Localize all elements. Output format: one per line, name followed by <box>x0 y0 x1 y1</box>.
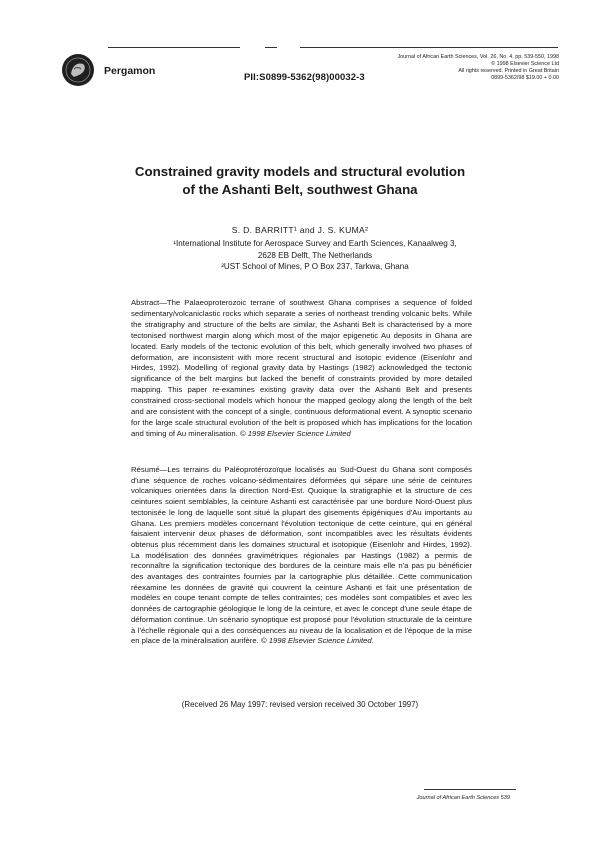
affiliations <box>150 238 480 273</box>
footer-rule <box>424 789 516 790</box>
journal-copyright: © 1998 Elsevier Science Ltd <box>491 61 559 67</box>
abstract: Abstract—The Palaeoproterozoic terrane of southwest Ghana comprises a sequence of folded sedimentary/volcaniclastic rocks which separate a series of northeast trending volcanic belts. While the stratigraphy and structure of the belts are similar, the Ashanti Belt is characterised by a more tectonised northwest margin along which most of the major epigenetic Au deposits in Ghana are located. Early models of the tectonic evolution of this belt, which generally involved two phases of deformation, are inconsistent with more recent structural and isotopic evidence (Eisenlohr and Hirdes, 1992). Modelling of regional gravity data by Hastings (1982) acknowledged the tectonic significance of the belt margins but lacked the benefit of constraints provided by more detailed mapping. This paper re-examines existing gravity data over the Ashanti Belt and presents constrained cross-sectional models which honour the mapped geology along the length of the belt and are consistent with the concept of a single, continuous deformational event. A synoptic scenario for the large scale structural evolution of the belt is proposed which has implications for the location and timing of Au mineralisation. © 1998 Elsevier Science Limited <box>131 298 472 438</box>
title-line: Constrained gravity models and structural evolution <box>134 164 466 179</box>
title-line: of the Ashanti Belt, southwest Ghana <box>182 182 418 197</box>
header-rule-right <box>300 47 558 48</box>
resume-text: Les terrains du Paléoprotérozoïque localisés au Sud-Ouest du Ghana sont composés d'une séquence de roches volcano-sédimentaires déformées qui sépare une série de ceintures volcaniques orientées dans la direction Nord-Est. Quoique la stratigraphie et la structure de ces ceintures soient semblables, la ceinture Ashanti est caractérisée par une bordure Nord-Ouest plus tectonisée le long de laquelle sont situé la plupart des gisements épigéniques d'Au importants au Ghana. Les premiers modèles concernant l'évolution tectonique de cette ceinture, qui en général faisaient intervenir deux phases de déformation, sont incompatibles avec les résultats évidents obtenus plus récemment dans les domaines structural et isotopique (Eisenlohr and Hirdes, 1992). La modélisation des données gravimétriques régionales par Hastings (1982) a permis de reconnaître la signification tectonique des bordures de la ceinture mais elle n'a pas pu bénéficier des avantages des contraintes fournies par la cartographie plus détaillée. Cette communication réexamine les données de gravité qui couvrent la ceinture Ashanti et fait une présentation de modèles en coupe tenant compte de telles contraintes; ces modèles sont compatibles et avec les données de cartographie géologique le long de la ceinture, et avec le concept d'une seule étape de déformation continue. Un scénario synoptique est proposé pour l'évolution structurale de la ceinture à l'échelle régionale qui a des conséquences au niveau de la localisation et de l'époque de la mise en place de la minéralisation aurifère. <box>131 465 472 646</box>
header-rule-mid <box>265 47 277 48</box>
abstract-label: Abstract <box>131 298 160 307</box>
journal-info <box>349 54 559 82</box>
resume: Résumé—Les terrains du Paléoprotérozoïque localisés au Sud-Ouest du Ghana sont composés d'une séquence de roches volcano-sédimentaires déformées qui sépare une série de ceintures volcaniques orientées dans la direction Nord-Est. Quoique la stratigraphie et la structure de ces ceintures soient semblables, la ceinture Ashanti est caractérisée par une bordure Nord-Ouest plus tectonisée le long de laquelle sont situé la plupart des gisements épigéniques d'Au importants au Ghana. Les premiers modèles concernant l'évolution tectonique de cette ceinture, qui en général faisaient intervenir deux phases de déformation, sont incompatibles avec les résultats évidents obtenus plus récemment dans les domaines structural et isotopique (Eisenlohr and Hirdes, 1992). La modélisation des données gravimétriques régionales par Hastings (1982) a permis de reconnaître la signification tectonique des bordures de la ceinture mais elle n'a pas pu bénéficier des avantages des contraintes fournies par la cartographie plus détaillée. Cette communication réexamine les données de gravité qui couvrent la ceinture Ashanti et fait une présentation de modèles en coupe tenant compte de telles contraintes; ces modèles sont compatibles et avec les données de cartographie géologique le long de la ceinture, et avec le concept d'une seule étape de déformation continue. Un scénario synoptique est proposé pour l'évolution structurale de la ceinture à l'échelle régionale qui a des conséquences au niveau de la localisation et de l'époque de la mise en place de la minéralisation aurifère. © 1998 Elsevier Science Limited. <box>131 465 472 646</box>
received-dates: (Received 26 May 1997: revised version received 30 October 1997) <box>181 700 419 709</box>
resume-label: Résumé <box>131 465 160 474</box>
journal-issn: 0899-5362/98 $19.00 + 0.00 <box>491 75 559 81</box>
affiliation-line: 2628 EB Delft, The Netherlands <box>257 250 373 260</box>
abstract-copyright: © 1998 Elsevier Science Limited <box>239 428 351 438</box>
affiliation-line: ²UST School of Mines, P O Box 237, Tarkwa, Ghana <box>221 262 409 271</box>
resume-copyright: © 1998 Elsevier Science Limited. <box>260 636 374 646</box>
footer-journal-page: Journal of African Earth Sciences 539 <box>416 795 510 801</box>
authors: S. D. BARRITT¹ and J. S. KUMA² <box>231 225 369 235</box>
header-rule-left <box>108 47 240 48</box>
article-title <box>80 163 520 199</box>
publisher-logo-icon <box>62 54 94 86</box>
publisher-name: Pergamon <box>104 65 156 77</box>
pii-code: PII:S0899-5362(98)00032-3 <box>244 72 365 83</box>
journal-rights: All rights reserved. Printed in Great Britain <box>458 68 559 74</box>
abstract-text: The Palaeoproterozoic terrane of southwest Ghana comprises a sequence of folded sedimentary/volcaniclastic rocks which separate a series of northeast trending volcanic belts. While the stratigraphy and structure of the belts are similar, the Ashanti Belt is characterised by a more tectonised northwest margin along which most of the major epigenetic Au deposits in Ghana are located. Early models of the tectonic evolution of this belt, which generally involved two phases of deformation, are inconsistent with more recent structural and isotopic evidence (Eisenlohr and Hirdes, 1992). Modelling of regional gravity data by Hastings (1982) acknowledged the tectonic significance of the belt margins but lacked the benefit of constraints provided by more detailed mapping. This paper re-examines existing gravity data over the Ashanti Belt and presents constrained cross-sectional models which honour the mapped geology along the length of the belt and are consistent with the concept of a single, continuous deformational event. A synoptic scenario for the large scale structural evolution of the belt is proposed which has implications for the location and timing of Au mineralisation. <box>131 298 472 438</box>
affiliation-line: ¹International Institute for Aerospace Survey and Earth Sciences, Kanaalweg 3, <box>173 239 457 248</box>
journal-citation: Journal of African Earth Sciences, Vol. 26, No. 4, pp. 539-550, 1998 <box>397 54 559 60</box>
